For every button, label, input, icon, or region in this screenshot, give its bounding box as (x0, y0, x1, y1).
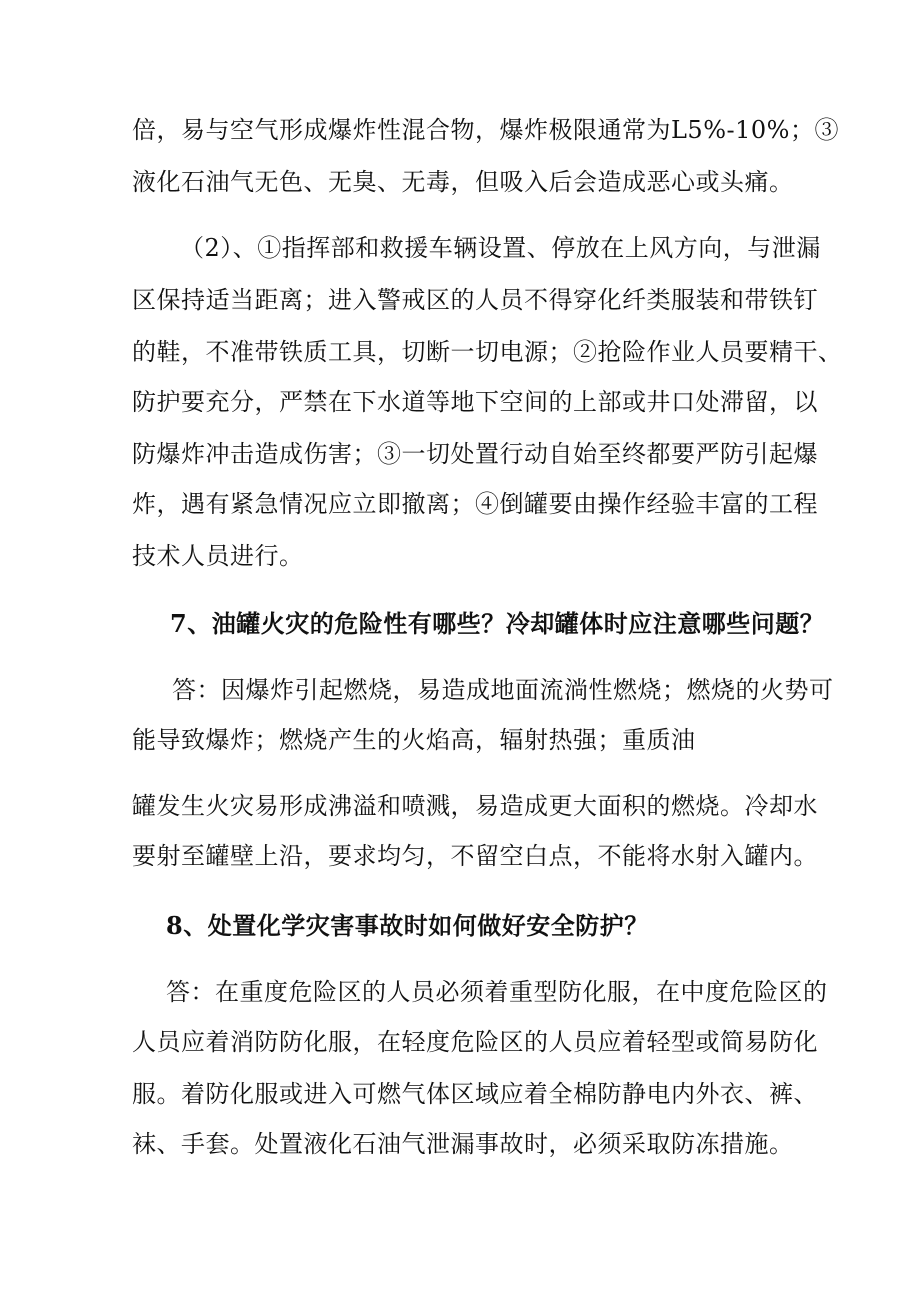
text-line: 服。着防化服或进入可燃气体区域应着全棉防静电内外衣、裤、 (132, 1080, 818, 1108)
question-heading-8: 8、处置化学灾害事故时如何做好安全防护？ (166, 911, 649, 940)
text-line: 袜、手套。处置液化石油气泄漏事故时，必须采取防冻措施。 (132, 1130, 794, 1158)
text-line: 炸，遇有紧急情况应立即撤离；④倒罐要由操作经验丰富的工程 (132, 490, 818, 518)
text-line: 技术人员进行。 (132, 542, 304, 570)
text-line: 防护要充分，严禁在下水道等地下空间的上部或井口处滞留，以 (132, 388, 818, 416)
question-heading-7: 7、油罐火灾的危险性有哪些？冷却罐体时应注意哪些问题？ (170, 609, 825, 638)
text-line: 人员应着消防防化服，在轻度危险区的人员应着轻型或简易防化 (132, 1028, 818, 1056)
text-line: 防爆炸冲击造成伤害；③一切处置行动自始至终都要严防引起爆 (132, 440, 818, 468)
text-line: 的鞋，不准带铁质工具，切断一切电源；②抢险作业人员要精干、 (132, 338, 843, 366)
text-line: 要射至罐壁上沿，要求均匀，不留空白点，不能将水射入罐内。 (132, 842, 818, 870)
text-line: 罐发生火灾易形成沸溢和喷溅，易造成更大面积的燃烧。冷却水 (132, 792, 818, 820)
text-line: 能导致爆炸；燃烧产生的火焰高，辐射热强；重质油 (132, 726, 696, 754)
text-line: 液化石油气无色、无臭、无毒，但吸入后会造成恶心或头痛。 (132, 168, 794, 196)
text-line: 倍，易与空气形成爆炸性混合物，爆炸极限通常为L5%-10%；③ (132, 116, 839, 144)
answer-start-line: 答：在重度危险区的人员必须着重型防化服，在中度危险区的 (166, 978, 828, 1006)
paragraph-start-line: （2）、①指挥部和救援车辆设置、停放在上风方向，与泄漏 (180, 234, 821, 262)
answer-start-line: 答：因爆炸引起燃烧，易造成地面流淌性燃烧；燃烧的火势可 (172, 676, 834, 704)
text-line: 区保持适当距离；进入警戒区的人员不得穿化纤类服装和带铁钉 (132, 286, 818, 314)
